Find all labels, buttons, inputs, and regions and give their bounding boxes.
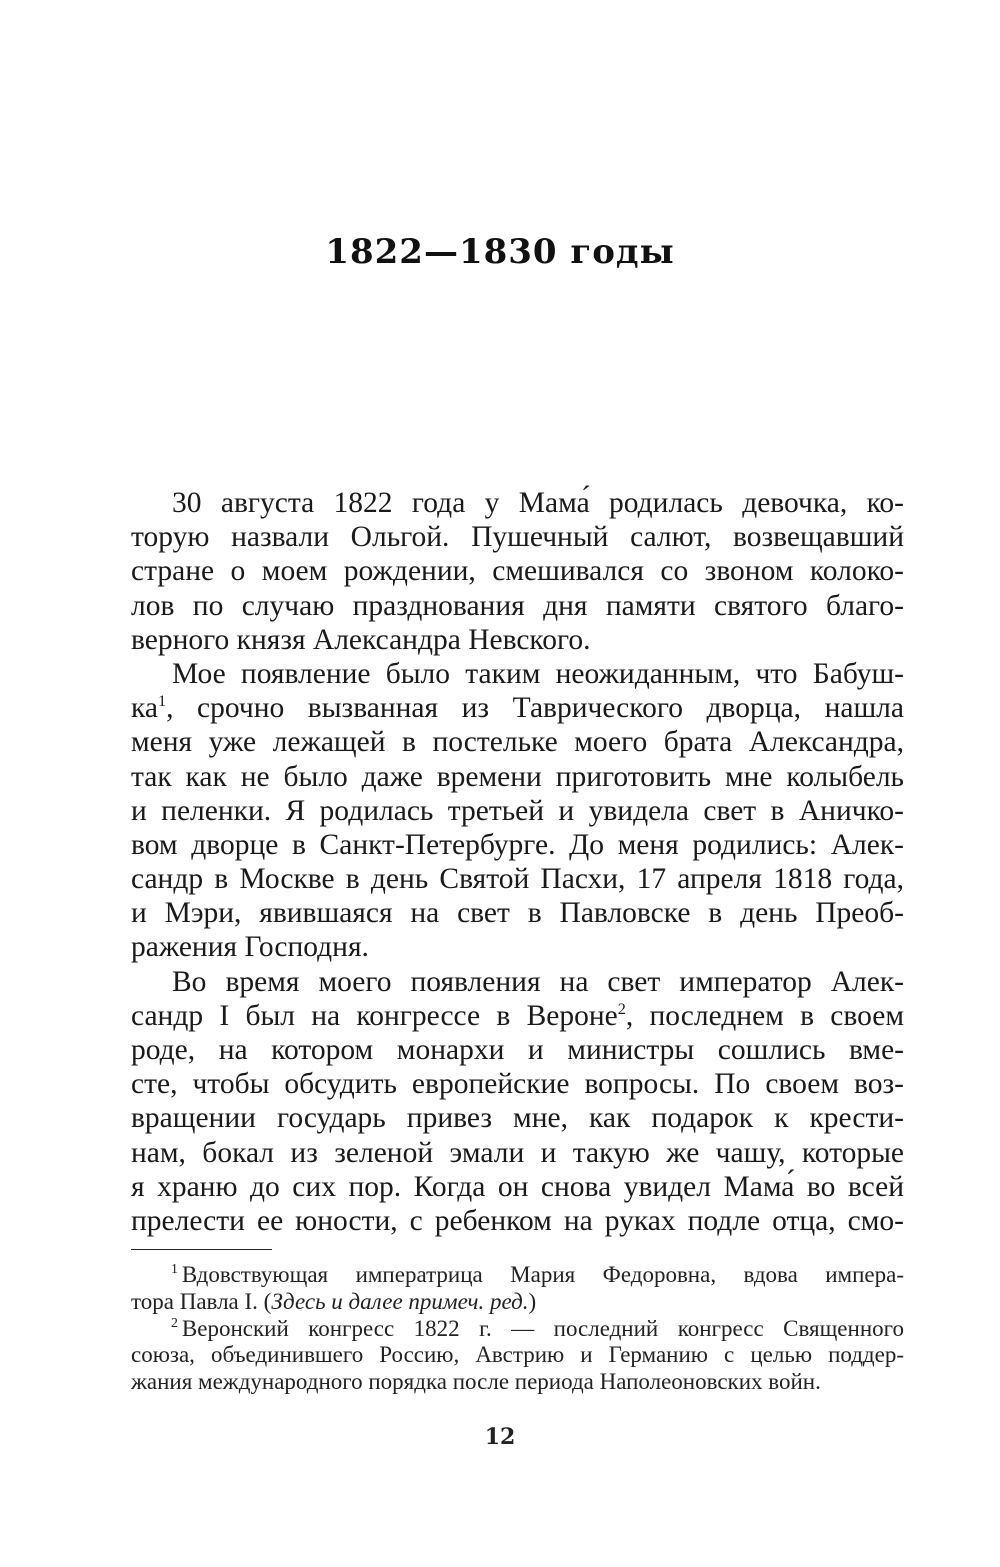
- text-line: я храню до сих пор. Когда он снова увидел Мама́ во всей: [131, 1170, 904, 1203]
- page-number: 12: [484, 1424, 516, 1450]
- footnote-ref-1: 1: [157, 692, 167, 711]
- text-line: прелести ее юности, с ребенком на руках подле отца, смо-: [131, 1204, 904, 1237]
- text-line: роде, на котором монархи и министры сошлись вме-: [131, 1034, 904, 1066]
- chapter-title: 1822—1830 годы: [325, 232, 675, 272]
- text-line: верного князя Александра Невского.: [131, 623, 591, 656]
- body-text: [131, 486, 904, 1238]
- text-line: и пеленки. Я родилась третьей и увидела свет в Аничко-: [131, 794, 904, 827]
- footnote-mark: 2: [171, 1314, 178, 1330]
- text-line: меня уже лежащей в постельке моего брата Александра,: [131, 726, 904, 759]
- footnote-text: Веронский конгресс 1822 г. — последний конгресс Священного: [181, 1315, 904, 1341]
- text-line: торую назвали Ольгой. Пушечный салют, возвещавший: [131, 521, 904, 554]
- text-fragment: ка: [131, 692, 158, 725]
- text-line: вращении государь привез мне, как подарок к крести-: [131, 1102, 904, 1135]
- text-line: сандр в Москве в день Святой Пасхи, 17 апреля 1818 года,: [131, 863, 904, 896]
- footnote-text: ): [528, 1288, 537, 1314]
- text-line: 30 августа 1822 года у Мама́ родилась девочка, ко-: [172, 487, 904, 519]
- text-fragment: , срочно вызванная из Таврического дворца, нашла: [166, 692, 904, 725]
- footnote-text: тора Павла I. (: [131, 1288, 272, 1314]
- text-line: ражения Господня.: [131, 931, 369, 964]
- footnote-2-cont: жания международного порядка после периода Наполеоновских войн.: [131, 1369, 821, 1395]
- footnote-2-cont: союза, объединившего Россию, Австрию и Германию с целью поддер-: [131, 1342, 904, 1368]
- text-line: лов по случаю празднования дня памяти святого благо-: [131, 589, 904, 622]
- text-fragment: сандр I был на конгрессе в Вероне: [131, 999, 618, 1032]
- footnote-2: [131, 1316, 904, 1343]
- text-line: стране о моем рождении, смешивался со звоном колоко-: [131, 555, 904, 588]
- footnote-1-cont: [131, 1289, 904, 1316]
- footnote-ref-2: 2: [617, 999, 626, 1018]
- text-fragment: , последнем в своем: [625, 999, 904, 1032]
- text-line: [131, 691, 904, 725]
- editor-note: Здесь и далее примеч. ред.: [271, 1288, 529, 1314]
- text-line: Во время моего появления на свет император Алек-: [172, 965, 904, 998]
- footnote-divider: [131, 1249, 272, 1250]
- text-line: вом дворце в Санкт-Петербурге. До меня родились: Алек-: [131, 828, 904, 861]
- footnote-mark: 1: [171, 1261, 178, 1277]
- text-line: нам, бокал из зеленой эмали и такую же чашу, которые: [131, 1136, 904, 1169]
- text-line: так как не было даже времени приготовить мне колыбель: [131, 760, 904, 793]
- text-line: [131, 999, 904, 1033]
- text-line: сте, чтобы обсудить европейские вопросы. По своем воз-: [131, 1068, 904, 1101]
- text-line: Мое появление было таким неожиданным, что Бабуш-: [172, 657, 904, 690]
- footnote-text: Вдовствующая императрица Мария Федоровна, вдова импера-: [181, 1262, 904, 1287]
- footnote-1: [131, 1262, 904, 1289]
- footnotes: [131, 1262, 904, 1396]
- text-line: и Мэри, явившаяся на свет в Павловске в день Преоб-: [131, 897, 904, 930]
